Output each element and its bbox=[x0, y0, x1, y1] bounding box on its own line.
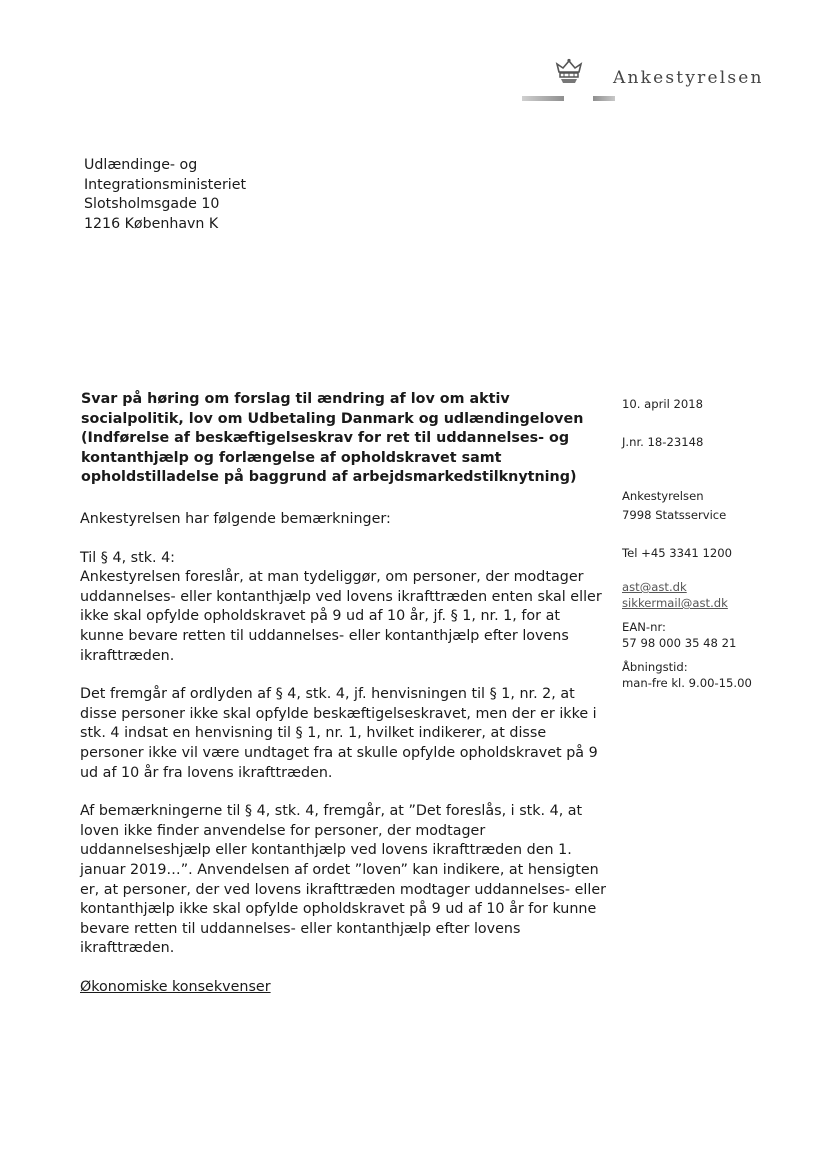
paragraph-line: ikke skal opfylde opholdskravet på 9 ud af 10 år, jf. § 1, nr. 1, for at bbox=[80, 608, 560, 625]
brand-name: Ankestyrelsen bbox=[613, 68, 764, 88]
case-number: J.nr. 18-23148 bbox=[622, 435, 704, 449]
intro-text: Ankestyrelsen har følgende bemærkninger: bbox=[80, 511, 391, 527]
paragraph-line: ikrafttræden. bbox=[80, 940, 175, 957]
sender-address: 7998 Statsservice bbox=[622, 508, 727, 522]
ean-number: 57 98 000 35 48 21 bbox=[622, 636, 737, 650]
paragraph-3 bbox=[80, 802, 607, 959]
paragraph-line: personer ikke vil være undtaget fra at skulle opfylde opholdskravet på 9 bbox=[80, 744, 598, 761]
paragraph-line: uddannelses- eller kontanthjælp ved lovens ikrafttræden enten skal eller bbox=[80, 588, 602, 605]
recipient-address bbox=[84, 156, 246, 234]
letter-date: 10. april 2018 bbox=[622, 397, 703, 411]
paragraph-line: loven ikke finder anvendelse for personer, der modtager bbox=[80, 822, 486, 839]
paragraph-line: januar 2019…”. Anvendelsen af ordet ”loven” kan indikere, at hensigten bbox=[80, 861, 599, 878]
phone-number: Tel +45 3341 1200 bbox=[622, 546, 732, 560]
section-reference: Til § 4, stk. 4: bbox=[80, 549, 175, 566]
paragraph-line: Ankestyrelsen foreslår, at man tydeliggør, om personer, der modtager bbox=[80, 569, 584, 586]
paragraph-line: er, at personer, der ved lovens ikrafttræden modtager uddannelses- eller bbox=[80, 881, 607, 898]
subject-line: socialpolitik, lov om Udbetaling Danmark og udlændingeloven bbox=[81, 410, 584, 427]
address-line: 1216 København K bbox=[84, 215, 219, 232]
paragraph-line: bevare retten til uddannelses- eller kontanthjælp efter lovens bbox=[80, 920, 521, 937]
paragraph-line: disse personer ikke skal opfylde beskæftigelseskravet, men der er ikke i bbox=[80, 705, 597, 722]
letterhead-rule-right bbox=[593, 96, 615, 101]
opening-hours: man-fre kl. 9.00-15.00 bbox=[622, 676, 752, 690]
letterhead-rule-left bbox=[522, 96, 564, 101]
subject-line: opholdstilladelse på baggrund af arbejdsmarkedstilknytning) bbox=[81, 469, 577, 486]
opening-hours-label: Åbningstid: bbox=[622, 660, 688, 674]
secure-email-link[interactable]: sikkermail@ast.dk bbox=[622, 596, 728, 610]
section-heading-economic: Økonomiske konsekvenser bbox=[80, 978, 271, 995]
subject-line: (Indførelse af beskæftigelseskrav for ret til uddannelses- og bbox=[81, 430, 570, 447]
crown-icon bbox=[555, 58, 583, 88]
paragraph-line: Det fremgår af ordlyden af § 4, stk. 4, jf. henvisningen til § 1, nr. 2, at bbox=[80, 686, 575, 703]
paragraph-2 bbox=[80, 685, 600, 783]
address-line: Integrationsministeriet bbox=[84, 176, 247, 193]
ean-label: EAN-nr: bbox=[622, 620, 666, 634]
paragraph-line: ud af 10 år fra lovens ikrafttræden. bbox=[80, 764, 333, 781]
paragraph-line: kunne bevare retten til uddannelses- eller kontanthjælp efter lovens bbox=[80, 627, 569, 644]
paragraph-line: stk. 4 indsat en henvisning til § 1, nr. 1, hvilket indikerer, at disse bbox=[80, 725, 547, 742]
letter-subject bbox=[81, 390, 584, 488]
paragraph-line: kontanthjælp ikke skal opfylde opholdskravet på 9 ud af 10 år for kunne bbox=[80, 901, 597, 918]
letter-body bbox=[80, 510, 607, 997]
sender-org: Ankestyrelsen bbox=[622, 489, 704, 503]
paragraph-line: uddannelseshjælp eller kontanthjælp ved lovens ikrafttræden den 1. bbox=[80, 842, 572, 859]
sender-info-column bbox=[622, 396, 752, 691]
paragraph-1 bbox=[80, 568, 600, 666]
subject-line: kontanthjælp og forlængelse af opholdskravet samt bbox=[81, 449, 502, 466]
subject-line: Svar på høring om forslag til ændring af lov om aktiv bbox=[81, 391, 510, 407]
email-link[interactable]: ast@ast.dk bbox=[622, 580, 687, 594]
paragraph-line: ikrafttræden. bbox=[80, 647, 175, 664]
address-line: Udlændinge- og bbox=[84, 157, 198, 173]
paragraph-line: Af bemærkningerne til § 4, stk. 4, fremgår, at ”Det foreslås, i stk. 4, at bbox=[80, 803, 583, 820]
address-line: Slotsholmsgade 10 bbox=[84, 196, 220, 212]
